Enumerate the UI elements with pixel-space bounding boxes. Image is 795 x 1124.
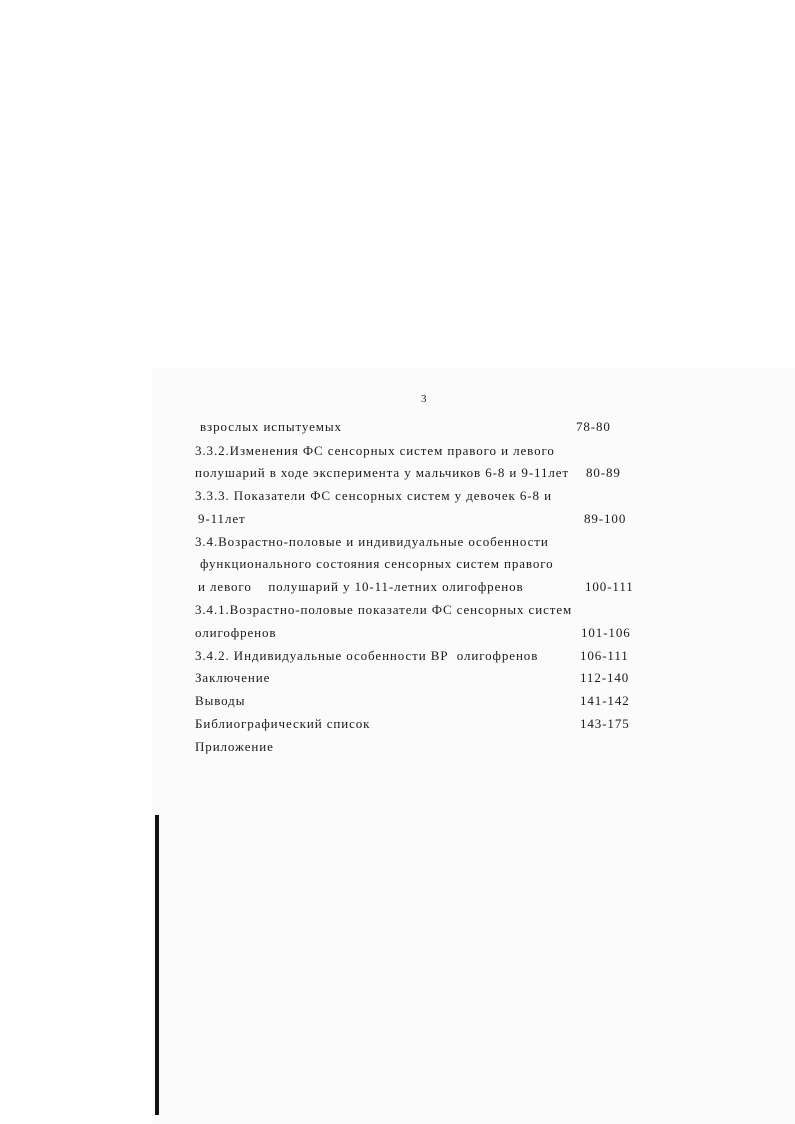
toc-entry-title: 3.4.Возрастно-половые и индивидуальные особенности (195, 534, 549, 549)
toc-entry-title: Заключение (195, 670, 271, 685)
toc-entry-title: Библиографический список (195, 716, 371, 731)
toc-entry-page: 143-175 (580, 716, 630, 731)
toc-entry-title: и левого полушарий у 10-11-летних олигофренов (198, 579, 524, 594)
toc-entry-page: 80-89 (586, 465, 621, 480)
toc-entry-title: взрослых испытуемых (200, 419, 342, 434)
toc-entry-page: 100-111 (585, 579, 634, 594)
toc-entry-page: 78-80 (576, 419, 611, 434)
toc-entry-page: 112-140 (580, 670, 630, 685)
toc-entry-title: полушарий в ходе эксперимента у мальчиков 6-8 и 9-11лет (195, 465, 570, 480)
toc-entry-title: Приложение (195, 739, 274, 754)
toc-entry-title: 9-11лет (198, 511, 246, 526)
toc-entry-title: 3.3.2.Изменения ФС сенсорных систем правого и левого (195, 443, 555, 458)
toc-entry-title: 3.3.3. Показатели ФС сенсорных систем у девочек 6-8 и (195, 488, 552, 503)
toc-entry-page: 141-142 (580, 693, 630, 708)
toc-entry-title: функционального состояния сенсорных систем правого (200, 556, 554, 571)
toc-entry-title: 3.4.2. Индивидуальные особенности ВР олигофренов (195, 648, 539, 663)
toc-entry-page: 106-111 (580, 648, 629, 663)
toc-entry-title: 3.4.1.Возрастно-половые показатели ФС сенсорных систем (195, 602, 573, 617)
toc-entry-page: 89-100 (584, 511, 627, 526)
page-number: 3 (421, 393, 427, 405)
toc-entry-title: Выводы (195, 693, 246, 708)
toc-entry-page: 101-106 (581, 625, 631, 640)
toc-entry-title: олигофренов (195, 625, 277, 640)
